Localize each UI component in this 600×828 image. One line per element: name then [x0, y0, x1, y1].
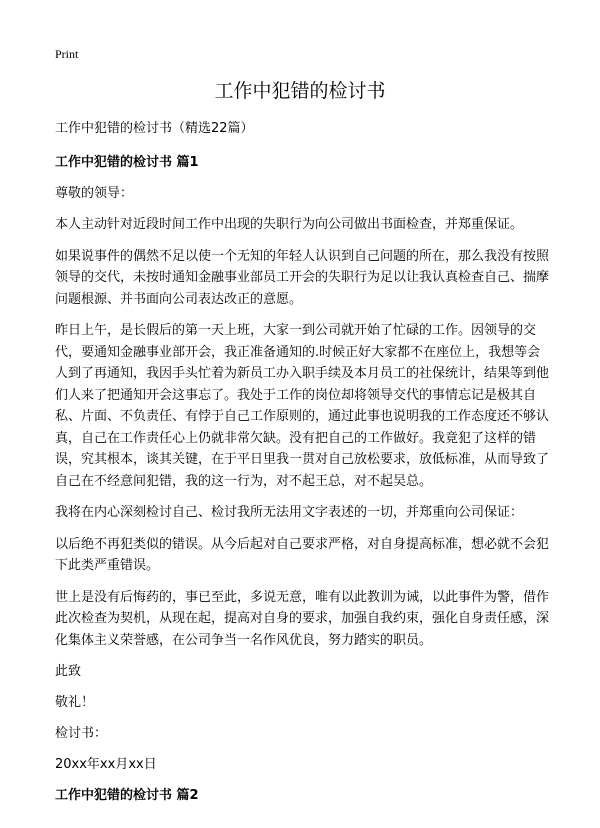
- document-body: [55, 118, 549, 816]
- paragraph-1: 本人主动针对近段时间工作中出现的失职行为向公司做出书面检查，并郑重保证。: [55, 217, 524, 232]
- closing-line-2: 敬礼！: [55, 695, 95, 710]
- date-line: 20xx年xx月xx日: [55, 757, 157, 772]
- paragraph-5: 以后绝不再犯类似的错误。从今后起对自己要求严格，对自身提高标准，想必就不会犯下此类严重错误。: [55, 536, 550, 573]
- section-heading-2: 工作中犯错的检讨书 篇2: [55, 788, 199, 803]
- paragraph-6: 世上是没有后悔药的，事已至此，多说无意，唯有以此教训为诫，以此事件为警，借作此次检查为契机，从现在起，提高对自身的要求，加强自我约束，强化自身责任感，深化集体主义荣誉感，在公司争当一名作风优良，努力踏实的职员。: [55, 589, 550, 648]
- paragraph-2: 如果说事件的偶然不足以使一个无知的年轻人认识到自己问题的所在，那么我没有按照领导的交代，未按时通知金融事业部员工开会的失职行为足以让我认真检查自己、揣摩问题根源、并书面向公司表达改正的意愿。: [55, 248, 550, 307]
- paragraph-3: 昨日上午，是长假后的第一天上班，大家一到公司就开始了忙碌的工作。因领导的交代，要通知金融事业部开会，我正准备通知的.时候正好大家都不在座位上，我想等会人到了再通知，我因手头忙着为新员工办入职手续及本月员工的社保统计，结果等到他们人来了把通知开会这事忘了。我处于工作的岗位却将领导交代的事情忘记是极其自私、片面、不负责任、有悖于自己工作原则的，通过此事也说明我的工作态度还不够认真，自己在工作责任心上仍就非常欠缺。没有把自己的工作做好。我竟犯了这样的错误，究其根本，谈其关键，在于平日里我一贯对自己放松要求，放低标准，从而导致了自己在不经意间犯错，我的这一行为，对不起王总，对不起吴总。: [55, 323, 550, 489]
- salutation: 尊敬的领导：: [55, 186, 134, 201]
- signature-label: 检讨书：: [55, 726, 108, 741]
- document-subtitle: 工作中犯错的检讨书（精选22篇）: [55, 121, 254, 136]
- paragraph-4: 我将在内心深刻检讨自己、检讨我所无法用文字表述的一切，并郑重向公司保证：: [55, 505, 524, 520]
- document-title: 工作中犯错的检讨书: [214, 80, 386, 102]
- print-label: Print: [55, 47, 79, 61]
- closing-line-1: 此致: [55, 664, 82, 679]
- section-heading-1: 工作中犯错的检讨书 篇1: [55, 155, 199, 170]
